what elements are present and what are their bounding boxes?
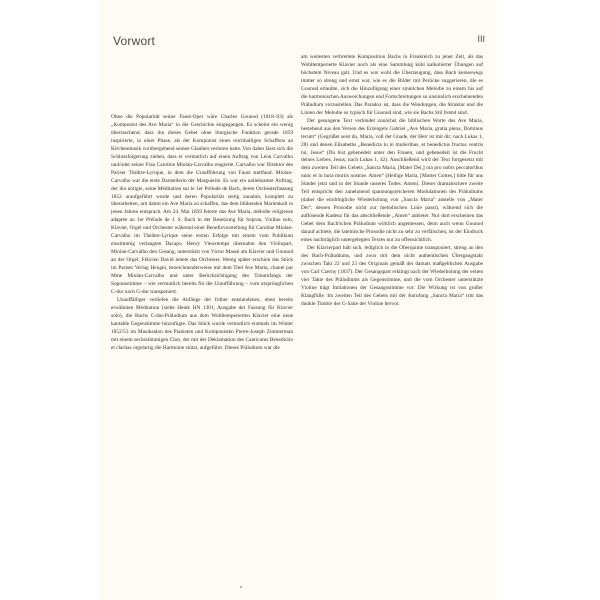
left-text-column xyxy=(111,114,293,353)
paragraph: Unauffälliger verliefen die Anfänge der früher entstandenen, oben bereits erwähnten Méditation (siehe Henle HN 1301, Ausgabe der Fassung für Klavier solo), die Bachs C-dur-Präludium aus dem Wohltemperierten Klavier eine neue kantable Gegenstimme hinzufügte. Das Stück wurde vermutlich erstmals im Winter 1852/53 im Musiksalon des Pianisten und Komponisten Pierre-Joseph Zimmerman mit einem sechsstimmigen Chor, der mit der Deklamation des Canticums Benedictio et claritas orgelartig die Harmonie stützt, aufgeführt. Dieses Präludium war die xyxy=(111,297,293,351)
paragraph: Ohne die Popularität seiner Faust-Oper wäre Charles Gounod (1818–93) als „Komponist des Ave Maria“ in die Geschichte eingegangen. Es scheint ein wenig überraschend, dass ihn dieses Gebet ohne liturgische Funktion gerade 1859 inspirierte, in einer Phase, als der Komponist eines reichhaltigen Schaffens an Kirchenmusik vorübergehend seinen Glauben verloren hatte. Von daher lässt sich die Schlussfolgerung ziehen, dass er vermutlich auf einen Auftrag von Léon Carvalho und/oder seiner Frau Caroline Miolan-Carvalho reagierte. Carvalho war Direktor des Pariser Théâtre-Lyrique, in dem die Uraufführung von Faust stattfand. Miolan-Carvalho war die erste Darstellerin der Marguerite. Es war ein unliebsamer Auftrag, der ihn nötigte, seine Méditation sur le 1er Prélude de Bach, deren Orchesterfassung 1853 uraufgeführt wurde und deren Popularität stetig zunahm, komplett zu überarbeiten, um damit ein Ave Maria zu schaffen, das dem blühenden Marienkult in jenen Jahren entsprach. Am 24. Mai 1859 feierte das Ave Maria, mélodie religieuse adaptée au 1er Prélude de J. S. Bach in der Besetzung für Sopran, Violine solo, Klavier, Orgel und Orchester während einer Benefizvorstellung für Caroline Miolan-Carvalho im Théâtre-Lyrique seine ersten Erfolge mit einem vom Publikum einstimmig verlangten Dacapo. Henry Vieuxtemps übernahm den Violinpart, Miolan-Carvalho den Gesang, unterstützt von Victor Massé am Klavier und Gounod an der Orgel; Félicien David leitete das Orchester. Wenig später erschien das Stück im Pariser Verlag Heugel, bezeichnenderweise mit dem Titel Ave Maria, chanté par Mme Miolan-Carvalho und unter Berücksichtigung des Tonumfangs der Sopranstimme – wie vermutlich bereits für die Uraufführung – vom ursprünglichen C-dur nach G-dur transponiert. xyxy=(111,114,293,295)
paragraph: am weitesten verbreitete Komposition Bachs in Frankreich zu jener Zeit, als das Wohltemperierte Klavier noch als eine Sammlung kühl kalkulierter Übungen auf höchstem Niveau galt. Und es war wohl die Überzeugung, dass Bach keineswegs immer so streng und ernst war, wie es die Bilder mit Perücke suggerieren, die es Gounod erlaubte, sich die Hinzufügung einer sinnlichen Melodie zu einem bis auf die harmonischen Ausweichungen und Fortschreitungen so unsinnlich erscheinenden Präludium vorzustellen. Das Paradox ist, dass die Wendungen, die Struktur und die Linien der Melodie so typisch für Gounod sind, wie sie Bachs Stil fremd sind. xyxy=(301,54,483,116)
page-number: III xyxy=(477,34,485,44)
page-title: Vorwort xyxy=(113,34,156,48)
document-page xyxy=(99,0,497,600)
paragraph: Der gesungene Text verbindet zunächst die biblischen Worte des Ave Maria, bestehend aus den Versen des Erzengels Gabriel „Ave Maria, gratia plena, Dominus tecum“ (Gegrüßet seist du, Maria, voll der Gnade, der Herr ist mit dir; nach Lukas 1, 28) und denen Elisabeths „Benedicta tu in mulieribus, et benedictus fructus ventris tui, Jesus“ (Du bist gebenedeit unter den Frauen, und gebenedeit ist die Frucht deines Leibes, Jesus; nach Lukas 1, 42). Anschließend wird der Text fortgesetzt mit dem zweiten Teil des Gebets „Sancta Maria, [Mater Dei,] ora pro nobis peccatoribus nunc et in hora mortis nostrae. Amen“ (Heilige Maria, [Mutter Gottes,] bitte für uns Sünder jetzt und in der Stunde unseres Todes. Amen). Dieser dramatischere zweite Teil entspricht den zunehmend spannungsreicheren Modulationen des Präludiums (daher die eindringliche Wiederholung von „Sancta Maria“ anstelle von „Mater Dei“, dessen Prosodie nicht zur melodischen Linie passt), während sich die auflösende Kadenz für das abschließende „Amen“ anbietet. Nur dort erscheinen das Gebet dem Bach'schen Präludium wirklich angemessen, denn auch wenn Gounod darauf achtete, die lateinische Prosodie nicht zu sehr zu verfälschen, ist der Eindruck eines nachträglich untergelegten Textes nur zu offensichtlich. xyxy=(301,117,483,244)
footer-mark xyxy=(240,586,242,588)
paragraph: Der Klavierpart hält sich, lediglich in die Oberquinte transponiert, streng an den des Bach-Präludiums, und zwar mit dem nicht authentischen Übergangstakt zwischen Takt 22 und 23 des Originals gemäß der damals maßgeblichen Ausgabe von Carl Czerny (1837). Der Gesangspart erklingt nach der Wiederholung der ersten vier Takte des Präludiums als Gegenstimme, und die vom Orchester unterstützte Violine trägt Imitationen der Gesangsstimme vor. Die Wirkung ist von großer Klangfülle. Im zweiten Teil des Gebets mit der Anrufung „Sancta Maria“ tritt das dunkle Timbre der G-Saite der Violine hervor. xyxy=(301,245,483,307)
right-text-column xyxy=(301,54,483,309)
